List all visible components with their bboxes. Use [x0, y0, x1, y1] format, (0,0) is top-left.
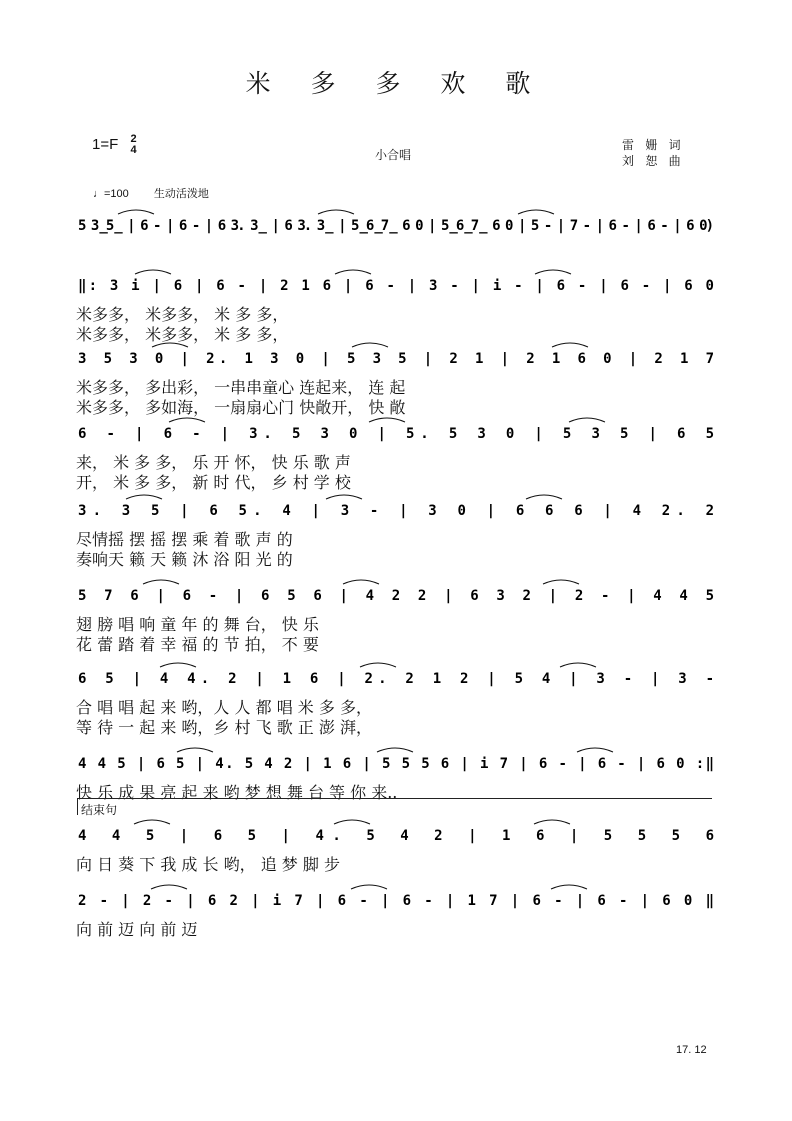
lyric-line: 快 乐 成 果 亮 起 来 哟 梦 想 舞 台 等 你 来.. [76, 783, 398, 802]
lyric-line: 米多多， 米多多， 米 多 多， [76, 325, 289, 344]
notes-svg [78, 582, 718, 608]
lyric-line: 米多多， 米多多， 米 多 多， [76, 305, 289, 324]
ending-label: 结束句 [81, 803, 118, 817]
lyric-line: 米多多， 多出彩， 一串串童心 连起来， 连 起 [76, 378, 406, 397]
meter-top: 2 [130, 133, 137, 145]
notes-line [78, 497, 718, 523]
score-system [0, 750, 792, 830]
credits [622, 137, 685, 169]
score-system [0, 497, 792, 577]
notes-text: 3. 3 5 | 6 5. 4 | 3 - | 3 0 | 6 6 6 | 4 2. 2 [78, 503, 715, 519]
lyric-line: 米多多， 多如海， 一扇扇心门 快敞开， 快 敞 [76, 398, 406, 417]
score-system [0, 272, 792, 352]
slur-mark [560, 663, 596, 667]
score-system [0, 582, 792, 662]
lyric-line: 翅 膀 唱 响 童 年 的 舞 台， 快 乐 [76, 615, 319, 634]
notes-line [78, 212, 718, 238]
page-number: 17. 12 [676, 1044, 707, 1056]
notes-line [78, 272, 718, 298]
slur-mark [518, 210, 554, 214]
notes-text: ‖: 3 i | 6 | 6 - | 2 1 6 | 6 - | 3 - | i - | 6 - | 6 - | 6 0 [78, 278, 714, 294]
score-system [0, 887, 792, 967]
notes-text: 3 5 3 0 | 2. 1 3 0 | 5 3 5 | 2 1 | 2 1 6 0 | 2 1 7 [78, 351, 715, 367]
tempo-mood: 生动活泼地 [153, 188, 209, 200]
tempo-mark: ♩=100 [93, 188, 129, 200]
ensemble-label: 小合唱 [375, 148, 412, 162]
notes-text: 4 4 5 | 6 5 | 4. 5 4 2 | 1 6 | 5 5 5 6 | i 7 | 6 - | 6 - | 6 0 :‖ [78, 756, 714, 772]
lyric-line: 等 待 一 起 来 哟，乡 村 飞 歌 正 澎 湃， [76, 718, 372, 737]
notes-line [78, 887, 718, 913]
slur-mark [143, 580, 179, 584]
lyric-line: 尽情摇 摆 摇 摆 乘 着 歌 声 的 [76, 530, 293, 549]
slur-mark [360, 663, 396, 667]
score-system [0, 345, 792, 425]
notes-line [78, 750, 718, 776]
notes-svg [78, 750, 718, 776]
notes-line [78, 822, 718, 848]
slur-mark [377, 748, 413, 752]
time-signature [130, 134, 136, 156]
slur-mark [343, 580, 379, 584]
tempo-marking [93, 185, 209, 201]
notes-svg [78, 665, 718, 691]
notes-line [78, 582, 718, 608]
notes-text: 4 4 5 | 6 5 | 4. 5 4 2 | 1 6 | 5 5 5 6 [78, 828, 715, 844]
lyric-line: 向 前 迈 向 前 迈 [76, 920, 198, 939]
notes-text: 6 5 | 4 4. 2 | 1 6 | 2. 2 1 2 | 5 4 | 3 - | 3 - [78, 671, 715, 687]
lyric-line: 向 日 葵 下 我 成 长 哟， 追 梦 脚 步 [76, 855, 340, 874]
notes-svg [78, 212, 718, 238]
key-signature [92, 134, 137, 156]
slur-mark [543, 580, 579, 584]
notes-text: 5 3̲5̲ | 6 - | 6 - | 6 3. 3̲ | 6 3. 3̲ | 5̲6̲7̲ 6 0 | 5̲6̲7̲ 6 0 | 5 - | 7 - | 6 - | 6 - | 6 0) [78, 218, 714, 234]
lyric-line: 开， 米 多 多， 新 时 代， 乡 村 学 校 [76, 473, 351, 492]
slur-mark [318, 210, 354, 214]
score-system [0, 665, 792, 745]
notes-line [78, 665, 718, 691]
notes-svg [78, 822, 718, 848]
lyric-line: 来， 米 多 多， 乐 开 怀， 快 乐 歌 声 [76, 453, 351, 472]
score-system [0, 420, 792, 500]
lyric-line: 奏响天 籁 天 籁 沐 浴 阳 光 的 [76, 550, 293, 569]
lyric-line: 合 唱 唱 起 来 哟，人 人 都 唱 米 多 多， [76, 698, 372, 717]
ending-bracket [77, 798, 712, 815]
meter-bottom: 4 [130, 144, 137, 156]
notes-svg [78, 497, 718, 523]
song-title: 米 多 多 欢 歌 [245, 69, 547, 98]
notes-svg [78, 420, 718, 446]
notes-line [78, 420, 718, 446]
composer-credit: 刘 恕 曲 [622, 154, 685, 168]
lyric-line: 花 蕾 踏 着 幸 福 的 节 拍， 不 要 [76, 635, 319, 654]
notes-text: 2 - | 2 - | 6 2 | i 7 | 6 - | 6 - | 1 7 | 6 - | 6 - | 6 0 ‖ [78, 893, 714, 909]
slur-mark [177, 748, 213, 752]
lyricist-credit: 雷 姗 词 [622, 138, 685, 152]
notes-svg [78, 345, 718, 371]
slur-mark [160, 663, 196, 667]
slur-mark [577, 748, 613, 752]
notes-line [78, 345, 718, 371]
notes-text: 6 - | 6 - | 3. 5 3 0 | 5. 5 3 0 | 5 3 5 | 6 5 [78, 426, 715, 442]
slur-mark [118, 210, 154, 214]
notes-svg [78, 272, 718, 298]
notes-svg [78, 887, 718, 913]
notes-text: 5 7 6 | 6 - | 6 5 6 | 4 2 2 | 6 3 2 | 2 - | 4 4 5 [78, 588, 714, 604]
key-label: 1=F [92, 135, 119, 153]
